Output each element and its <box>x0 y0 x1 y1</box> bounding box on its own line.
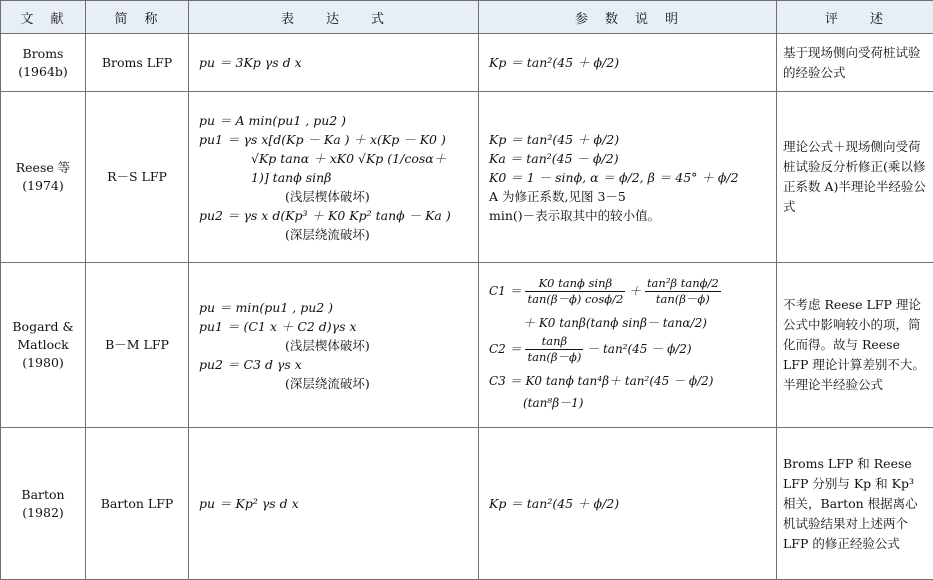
cell-abbreviation: Barton LFP <box>86 428 189 580</box>
c3-continuation: (tan⁸β－1) <box>485 392 770 414</box>
header-expression: 表 达 式 <box>189 1 479 34</box>
reference-year: (1980) <box>7 354 79 372</box>
reference-year: (1974) <box>7 177 79 195</box>
table-row-barton <box>1 428 933 580</box>
cell-parameters <box>479 263 777 428</box>
header-abbreviation: 简 称 <box>86 1 189 34</box>
formula-line: pu ＝ A min(pu1 , pu2 ) <box>195 111 472 130</box>
c1-label: C1 ＝ <box>489 284 522 298</box>
c2-tail: － tan²(45 － ϕ/2) <box>587 342 691 356</box>
formula-line: √Kp tanα ＋ xK0 √Kp (1/cosα＋ <box>195 149 472 168</box>
reference-author: Barton <box>7 486 79 504</box>
header-reference: 文 献 <box>1 1 86 34</box>
cell-reference <box>1 92 86 263</box>
parameter-line: A 为修正系数,见图 3－5 <box>485 187 770 206</box>
c1-numerator-1: K0 tanϕ sinβ <box>525 276 625 292</box>
formula-line: pu ＝ min(pu1 , pu2 ) <box>195 298 472 317</box>
cell-comment: 理论公式＋现场侧向受荷桩试验反分析修正(乘以修正系数 A)半理论半经验公式 <box>777 92 933 263</box>
formula-note: (深层绕流破坏) <box>195 225 472 244</box>
cell-comment: 基于现场侧向受荷桩试验的经验公式 <box>777 34 933 92</box>
cell-parameters <box>479 92 777 263</box>
formula-line: pu ＝ 3Kp γs d x <box>195 53 472 72</box>
reference-author: Matlock <box>7 336 79 354</box>
formula-note: (深层绕流破坏) <box>195 374 472 393</box>
formula-line: pu ＝ Kp² γs d x <box>195 494 472 513</box>
cell-expression <box>189 92 479 263</box>
formula-note: (浅层楔体破坏) <box>195 187 472 206</box>
cell-comment: Broms LFP 和 Reese LFP 分别与 Kp 和 Kp³ 相关，Barton 根据离心机试验结果对上述两个 LFP 的修正经验公式 <box>777 428 933 580</box>
reference-author: Bogard & <box>7 318 79 336</box>
c2-numerator: tanβ <box>525 334 583 350</box>
formula-line: pu1 ＝ (C1 x ＋ C2 d)γs x <box>195 317 472 336</box>
cell-reference <box>1 428 86 580</box>
c2-formula <box>485 334 770 370</box>
c3-formula: C3 ＝ K0 tanϕ tan⁴β＋ tan²(45 － ϕ/2) <box>485 370 770 392</box>
parameter-line: K0 ＝ 1 － sinϕ, α ＝ ϕ/2, β ＝ 45° ＋ ϕ/2 <box>485 168 770 187</box>
c1-tail: ＋ K0 tanβ(tanϕ sinβ－ tanα/2) <box>485 312 770 334</box>
reference-year: (1964b) <box>7 63 79 81</box>
c1-numerator-2: tan²β tanϕ/2 <box>645 276 721 292</box>
c1-denominator-1: tan(β－ϕ) cosϕ/2 <box>525 292 625 307</box>
cell-reference <box>1 263 86 428</box>
c1-formula <box>485 276 770 312</box>
c1-fraction-2 <box>645 276 721 307</box>
header-row <box>1 1 933 34</box>
formula-note: (浅层楔体破坏) <box>195 336 472 355</box>
header-parameters: 参 数 说 明 <box>479 1 777 34</box>
reference-author: Broms <box>7 45 79 63</box>
cell-parameters <box>479 428 777 580</box>
cell-abbreviation: R－S LFP <box>86 92 189 263</box>
formula-line: 1)] tanϕ sinβ <box>195 168 472 187</box>
cell-expression <box>189 34 479 92</box>
table-row-bogard-matlock <box>1 263 933 428</box>
c2-label: C2 ＝ <box>489 342 522 356</box>
parameter-line: Kp ＝ tan²(45 ＋ ϕ/2) <box>485 53 770 72</box>
header-comment: 评 述 <box>777 1 933 34</box>
parameter-line: Kp ＝ tan²(45 ＋ ϕ/2) <box>485 130 770 149</box>
cell-expression <box>189 428 479 580</box>
c1-fraction-1 <box>525 276 625 307</box>
cell-parameters <box>479 34 777 92</box>
c2-denominator: tan(β－ϕ) <box>525 350 583 365</box>
table-row-reese <box>1 92 933 263</box>
parameter-line: Ka ＝ tan²(45 － ϕ/2) <box>485 149 770 168</box>
parameter-line: min()－表示取其中的较小值。 <box>485 206 770 225</box>
c2-fraction <box>525 334 583 365</box>
reference-year: (1982) <box>7 504 79 522</box>
formula-line: pu2 ＝ C3 d γs x <box>195 355 472 374</box>
parameter-line: Kp ＝ tan²(45 ＋ ϕ/2) <box>485 494 770 513</box>
formula-line: pu2 ＝ γs x d(Kp³ ＋ K0 Kp² tanϕ － Ka ) <box>195 206 472 225</box>
plus-sign: ＋ <box>629 284 641 298</box>
table-row-broms <box>1 34 933 92</box>
cell-expression <box>189 263 479 428</box>
cell-abbreviation: Broms LFP <box>86 34 189 92</box>
cell-abbreviation: B－M LFP <box>86 263 189 428</box>
c1-denominator-2: tan(β－ϕ) <box>645 292 721 307</box>
cell-comment: 不考虑 Reese LFP 理论公式中影响较小的项，简化而得。故与 Reese LFP 理论计算差别不大。 半理论半经验公式 <box>777 263 933 428</box>
cell-reference <box>1 34 86 92</box>
reference-author: Reese 等 <box>7 159 79 177</box>
formula-line: pu1 ＝ γs x[d(Kp － Ka ) ＋ x(Kp － K0 ) <box>195 130 472 149</box>
